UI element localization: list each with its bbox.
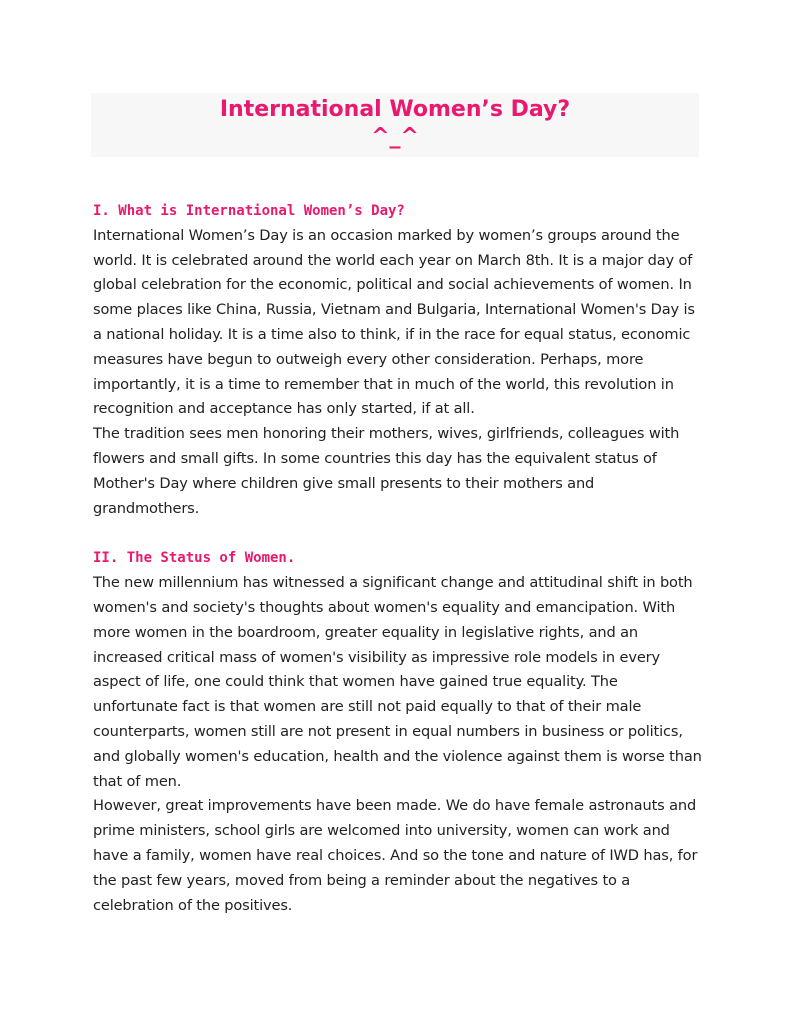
section-heading: I. What is International Women’s Day? <box>93 203 405 219</box>
section-status-of-women <box>93 546 703 918</box>
paragraph: International Women’s Day is an occasion marked by women’s groups around the world. It is celebrated around the world each year on March 8th. It is a major day of global celebration for the economic, political and social achievements of women. In some places like China, Russia, Vietnam and Bulgaria, International Women's Day is a national holiday. It is a time also to think, if in the race for equal status, economic measures have begun to outweigh every other consideration. Perhaps, more importantly, it is a time to remember that in much of the world, this revolution in recognition and acceptance has only started, if at all. <box>93 226 695 418</box>
page-title: International Women’s Day? <box>219 97 571 122</box>
section-what-is-iwd <box>93 199 703 521</box>
paragraph: The tradition sees men honoring their mothers, wives, girlfriends, colleagues with flowers and small gifts. In some countries this day has the equivalent status of Mother's Day where children give small presents to their mothers and grandmothers. <box>93 425 680 517</box>
title-banner <box>91 93 699 157</box>
section-heading: II. The Status of Women. <box>93 550 296 567</box>
section-spacer <box>93 521 703 546</box>
title-emoticon: ^_^ <box>371 124 419 149</box>
document-body <box>93 199 703 918</box>
paragraph: The new millennium has witnessed a significant change and attitudinal shift in both women's and society's thoughts about women's equality and emancipation. With more women in the boardroom, greater equality in legislative rights, and an increased critical mass of women's visibility as impressive role models in every aspect of life, one could think that women have gained true equality. The unfortunate fact is that women are still not paid equally to that of their male counterparts, women still are not present in equal numbers in business or politics, and globally women's education, health and the violence against them is worse than that of men. <box>93 574 702 790</box>
paragraph: However, great improvements have been made. We do have female astronauts and prime ministers, school girls are welcomed into university, women can work and have a family, women have real choices. And so the tone and nature of IWD has, for the past few years, moved from being a reminder about the negatives to a celebration of the positives. <box>93 797 698 914</box>
